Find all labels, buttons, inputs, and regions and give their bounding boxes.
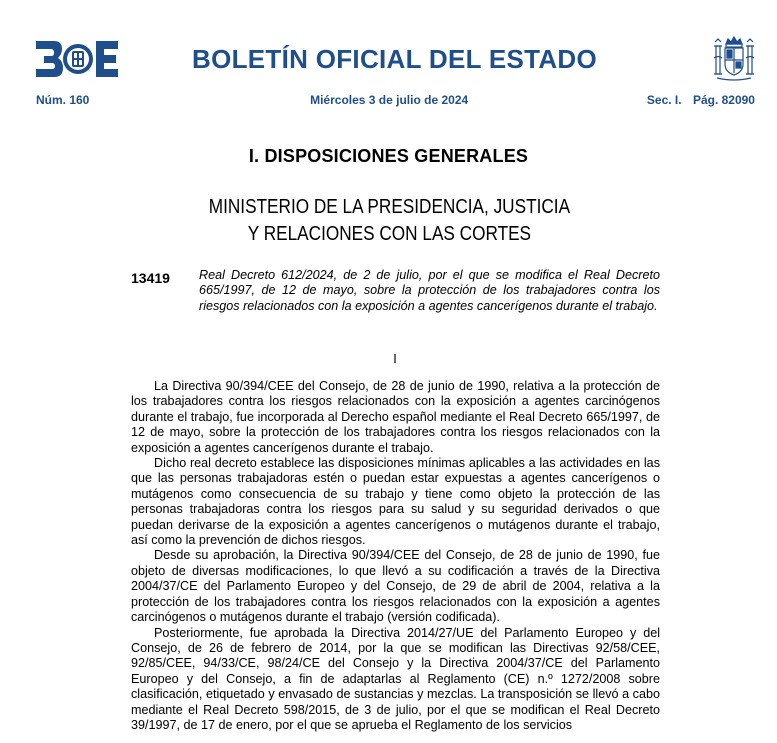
page-reference	[639, 93, 755, 107]
chapter-numeral: I	[393, 352, 397, 366]
page-number: Pág. 82090	[692, 93, 755, 107]
paragraph: La Directiva 90/394/CEE del Consejo, de 28 de junio de 1990, relativa a la protección de los trabajadores contra los riesgos relacionados con la exposición a agentes carcinógenos durante el trabajo, fue incorporada al Derecho español mediante el Real Decreto 665/1997, de 12 de mayo, sobre la protección de los trabajadores contra los riesgos relacionados con la exposición a agentes cancerígenos durante el trabajo.	[131, 379, 660, 455]
header-bar	[36, 93, 755, 107]
section-heading: I. DISPOSICIONES GENERALES	[248, 146, 529, 166]
disposition-title: Real Decreto 612/2024, de 2 de julio, por el que se modifica el Real Decreto 665/1997, de 12 de mayo, sobre la protección de los trabajadores contra los riesgos relacionados con la exposición a agentes cancerígenos durante el trabajo.	[199, 268, 660, 313]
disposition-number: 13419	[131, 270, 170, 286]
document-body	[131, 379, 660, 733]
issue-number: Núm. 160	[36, 93, 90, 107]
ministry-line-2: Y RELACIONES CON LAS CORTES	[247, 223, 532, 245]
boe-logo-icon	[36, 41, 118, 77]
ministry-line-1: MINISTERIO DE LA PRESIDENCIA, JUSTICIA	[208, 196, 571, 218]
ministry-heading	[55, 194, 723, 248]
issue-date: Miércoles 3 de julio de 2024	[310, 93, 469, 107]
paragraph: Dicho real decreto establece las disposiciones mínimas aplicables a las actividades en las que las personas trabajadoras estén o puedan estar expuestas a agentes cancerígenos o mutágenos como consecuencia de su trabajo y tiene como objeto la protección de las personas trabajadoras contra los riesgos para su salud y su seguridad derivados o que puedan derivarse de la exposición a agentes cancerígenos o mutágenos durante el trabajo, así como la prevención de dichos riesgos.	[131, 456, 660, 548]
page-title: BOLETÍN OFICIAL DEL ESTADO	[192, 44, 598, 74]
coat-of-arms-icon	[713, 36, 755, 82]
paragraph: Posteriormente, fue aprobada la Directiva 2014/27/UE del Parlamento Europeo y del Consejo, de 26 de febrero de 2014, por la que se modifican las Directivas 92/58/CEE, 92/85/CEE, 94/33/CE, 98/24/CE del Consejo y la Directiva 2004/37/CE del Parlamento Europeo y del Consejo, a fin de adaptarlas al Reglamento (CE) n.º 1272/2008 sobre clasificación, etiquetado y envasado de sustancias y mezclas. La transposición se llevó a cabo mediante el Real Decreto 598/2015, de 3 de julio, por el que se modifican el Real Decreto 39/1997, de 17 de enero, por el que se aprueba el Reglamento de los servicios	[131, 625, 660, 732]
paragraph: Desde su aprobación, la Directiva 90/394/CEE del Consejo, de 28 de junio de 1990, fue objeto de diversas modificaciones, lo que llevó a su codificación a través de la Directiva 2004/37/CE del Parlamento Europeo y del Consejo, de 29 de abril de 2004, relativa a la protección de los trabajadores contra los riesgos relacionados con la exposición a agentes carcinógenos o mutágenos durante el trabajo (versión codificada).	[131, 548, 660, 625]
section-label: Sec. I.	[646, 93, 682, 107]
